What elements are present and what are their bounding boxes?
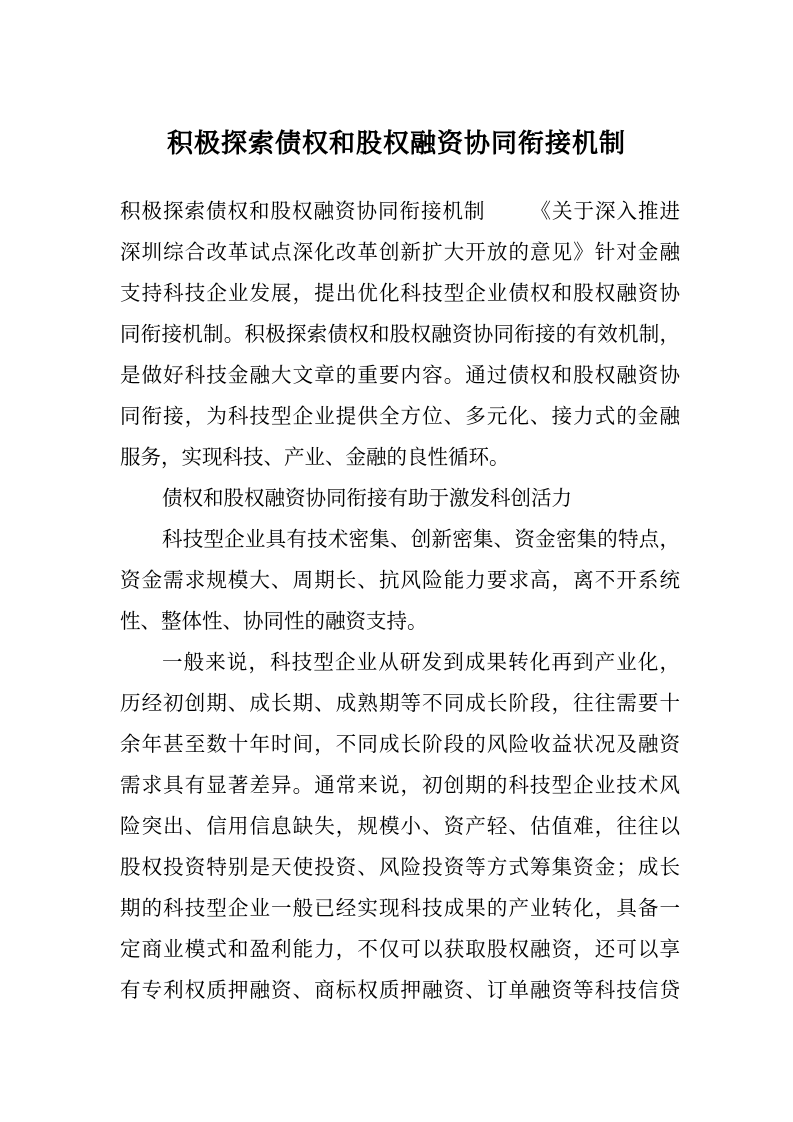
paragraph-line: 有专利权质押融资、商标权质押融资、订单融资等科技信贷: [120, 978, 680, 1002]
paragraph-line: 支持科技企业发展，提出优化科技型企业债权和股权融资协: [120, 281, 680, 305]
paragraph-line: 险突出、信用信息缺失，规模小、资产轻、估值难，往往以: [120, 814, 680, 838]
doc-heading-repeat: 积极探索债权和股权融资协同衔接机制: [120, 199, 486, 223]
paragraph-line: 同衔接机制。积极探索债权和股权融资协同衔接的有效机制，: [120, 322, 680, 346]
paragraph-line: 是做好科技金融大文章的重要内容。通过债权和股权融资协: [120, 363, 680, 387]
paragraph-line: 资金需求规模大、周期长、抗风险能力要求高，离不开系统: [120, 568, 680, 592]
paragraph-line: 服务，实现科技、产业、金融的良性循环。: [120, 445, 510, 469]
paragraph-line: 同衔接，为科技型企业提供全方位、多元化、接力式的金融: [120, 404, 680, 428]
document-title: 积极探索债权和股权融资协同衔接机制: [166, 129, 626, 159]
paragraph-line: 科技型企业具有技术密集、创新密集、资金密集的特点，: [162, 527, 680, 551]
paragraph-line: 一般来说，科技型企业从研发到成果转化再到产业化，: [162, 650, 680, 674]
paragraph-line: [120, 192, 680, 230]
paragraph-line: 定商业模式和盈利能力，不仅可以获取股权融资，还可以享: [120, 937, 680, 961]
paragraph-line: 股权投资特别是天使投资、风险投资等方式筹集资金；成长: [120, 855, 680, 879]
paragraph-line: 深圳综合改革试点深化改革创新扩大开放的意见》针对金融: [120, 240, 680, 264]
policy-doc-reference: 《关于深入推进: [529, 199, 680, 223]
section-heading: 债权和股权融资协同衔接有助于激发科创活力: [162, 486, 572, 510]
paragraph-line: 历经初创期、成长期、成熟期等不同成长阶段，往往需要十: [120, 691, 680, 715]
paragraph-line: 需求具有显著差异。通常来说，初创期的科技型企业技术风: [120, 773, 680, 797]
paragraph-line: 余年甚至数十年时间，不同成长阶段的风险收益状况及融资: [120, 732, 680, 756]
paragraph-line: 性、整体性、协同性的融资支持。: [120, 609, 428, 633]
paragraph-line: 期的科技型企业一般已经实现科技成果的产业转化，具备一: [120, 896, 680, 920]
